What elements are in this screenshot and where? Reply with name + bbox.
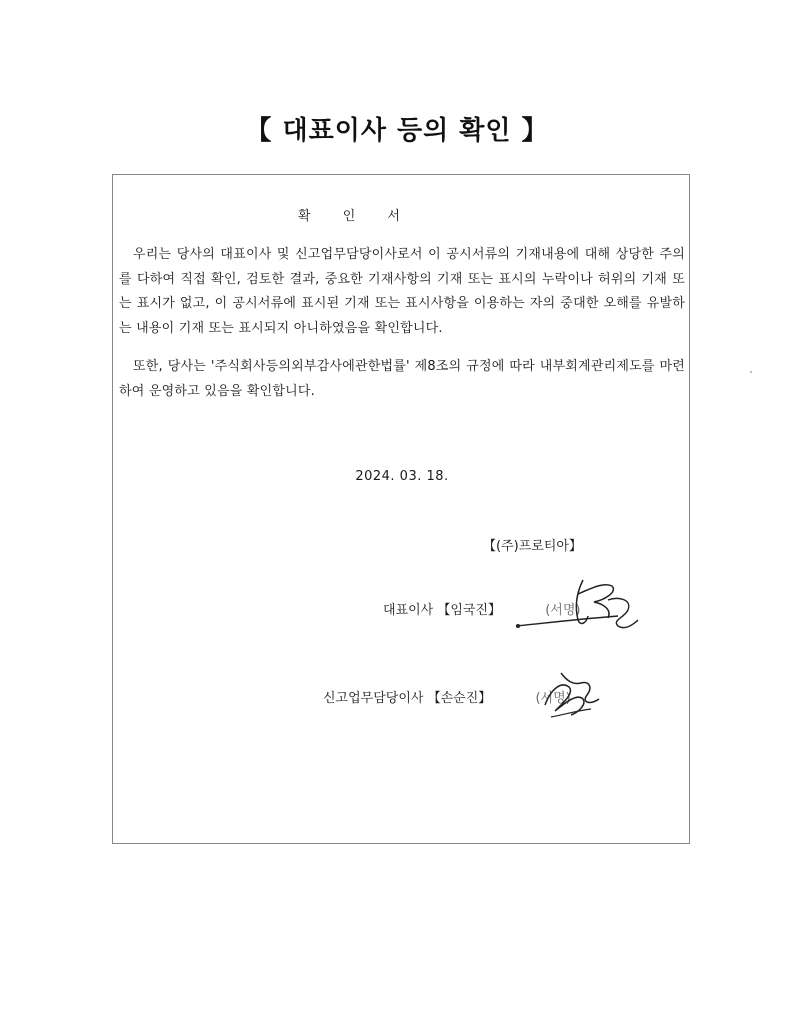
ceo-sign-mark: (서명) <box>545 603 581 618</box>
officer-role: 신고업무담당이사 <box>323 691 424 706</box>
scan-speck <box>750 371 752 373</box>
ceo-name: 【임국진】 <box>437 603 502 618</box>
officer-sign-mark: (서명) <box>535 691 571 706</box>
page-title: 【 대표이사 등의 확인 】 <box>245 116 549 146</box>
confirmation-document <box>112 174 690 844</box>
ceo-handwritten-signature <box>508 570 648 640</box>
officer-handwritten-signature <box>531 665 611 725</box>
ceo-role: 대표이사 <box>383 603 434 618</box>
confirmation-paragraph: 우리는 당사의 대표이사 및 신고업무담당이사로서 이 공시서류의 기재내용에 대해 상당한 주의를 다하여 직접 확인, 검토한 결과, 중요한 기재사항의 기재 또는 표시의 누락이나 허위의 기재 또는 표시가 없고, 이 공시서류에 표시된 기재 또는 표시사항을 이용하는 자의 중대한 오해를 유발하는 내용이 기재 또는 표시되지 아니하였음을 확인합니다. <box>119 247 685 336</box>
document-date: 2024. 03. 18. <box>355 469 449 484</box>
internal-control-paragraph: 또한, 당사는 '주식회사등의외부감사에관한법률' 제8조의 규정에 따라 내부회계관리제도를 마련하여 운영하고 있음을 확인합니다. <box>119 359 685 399</box>
officer-name: 【손순진】 <box>427 691 492 706</box>
company-name: 【(주)프로티아】 <box>483 539 582 554</box>
document-heading: 확 인 서 <box>298 209 414 224</box>
